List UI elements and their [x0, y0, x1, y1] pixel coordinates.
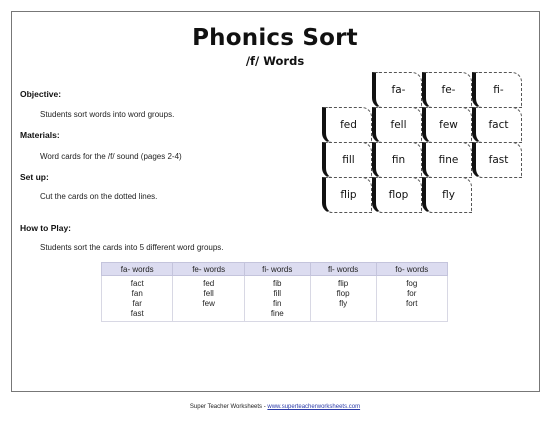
word-card: fi-	[472, 72, 522, 108]
list-item: for	[407, 289, 417, 298]
list-item: flip	[337, 279, 349, 288]
objective-text: Students sort words into word groups.	[40, 110, 175, 119]
word-card: flip	[322, 177, 372, 213]
word-groups-table	[101, 262, 448, 322]
materials-text: Word cards for the /f/ sound (pages 2-4)	[40, 152, 182, 161]
table-header-row	[102, 263, 448, 276]
list-item: fell	[203, 289, 214, 298]
footer-site-name: Super Teacher Worksheets -	[189, 404, 268, 410]
setup-label: Set up:	[20, 172, 49, 182]
footer-link[interactable]: www.superteacherworksheets.com	[267, 404, 361, 410]
list-item: fog	[406, 279, 418, 288]
word-card: fed	[322, 107, 372, 143]
word-card: fine	[422, 142, 472, 178]
column-header: fe- words	[173, 263, 244, 276]
word-card: fin	[372, 142, 422, 178]
column-header: fl- words	[310, 263, 376, 276]
footer	[0, 404, 550, 410]
column-header: fa- words	[102, 263, 173, 276]
list-item: fact	[130, 279, 144, 288]
table-row	[102, 276, 448, 322]
list-item: few	[202, 299, 215, 308]
word-column-fl	[310, 276, 376, 322]
list-item: fort	[405, 299, 418, 308]
word-column-fe	[173, 276, 244, 322]
how-to-play-text: Students sort the cards into 5 different word groups.	[40, 243, 224, 252]
page-title: Phonics Sort	[192, 25, 358, 51]
page-subtitle: /f/ Words	[245, 54, 305, 68]
word-card: fly	[422, 177, 472, 213]
word-column-fo	[376, 276, 448, 322]
list-item: far	[132, 299, 142, 308]
list-item: fin	[273, 299, 282, 308]
list-item: fast	[130, 309, 144, 318]
word-card-sample-grid	[322, 72, 532, 214]
list-item: flop	[336, 289, 350, 298]
how-to-play-label: How to Play:	[20, 223, 72, 233]
word-card: flop	[372, 177, 422, 213]
word-column-fa	[102, 276, 173, 322]
list-item: fly	[339, 299, 348, 308]
list-item: fine	[270, 309, 284, 318]
word-card: fact	[472, 107, 522, 143]
word-card: fa-	[372, 72, 422, 108]
word-card: fe-	[422, 72, 472, 108]
list-item: fib	[273, 279, 282, 288]
word-card: fast	[472, 142, 522, 178]
word-card: fell	[372, 107, 422, 143]
list-item: fill	[273, 289, 282, 298]
materials-label: Materials:	[20, 130, 60, 140]
list-item: fan	[131, 289, 143, 298]
column-header: fo- words	[376, 263, 448, 276]
word-card: fill	[322, 142, 372, 178]
setup-text: Cut the cards on the dotted lines.	[40, 192, 158, 201]
column-header: fi- words	[244, 263, 310, 276]
objective-label: Objective:	[20, 89, 62, 99]
word-card: few	[422, 107, 472, 143]
word-column-fi	[244, 276, 310, 322]
list-item: fed	[203, 279, 215, 288]
